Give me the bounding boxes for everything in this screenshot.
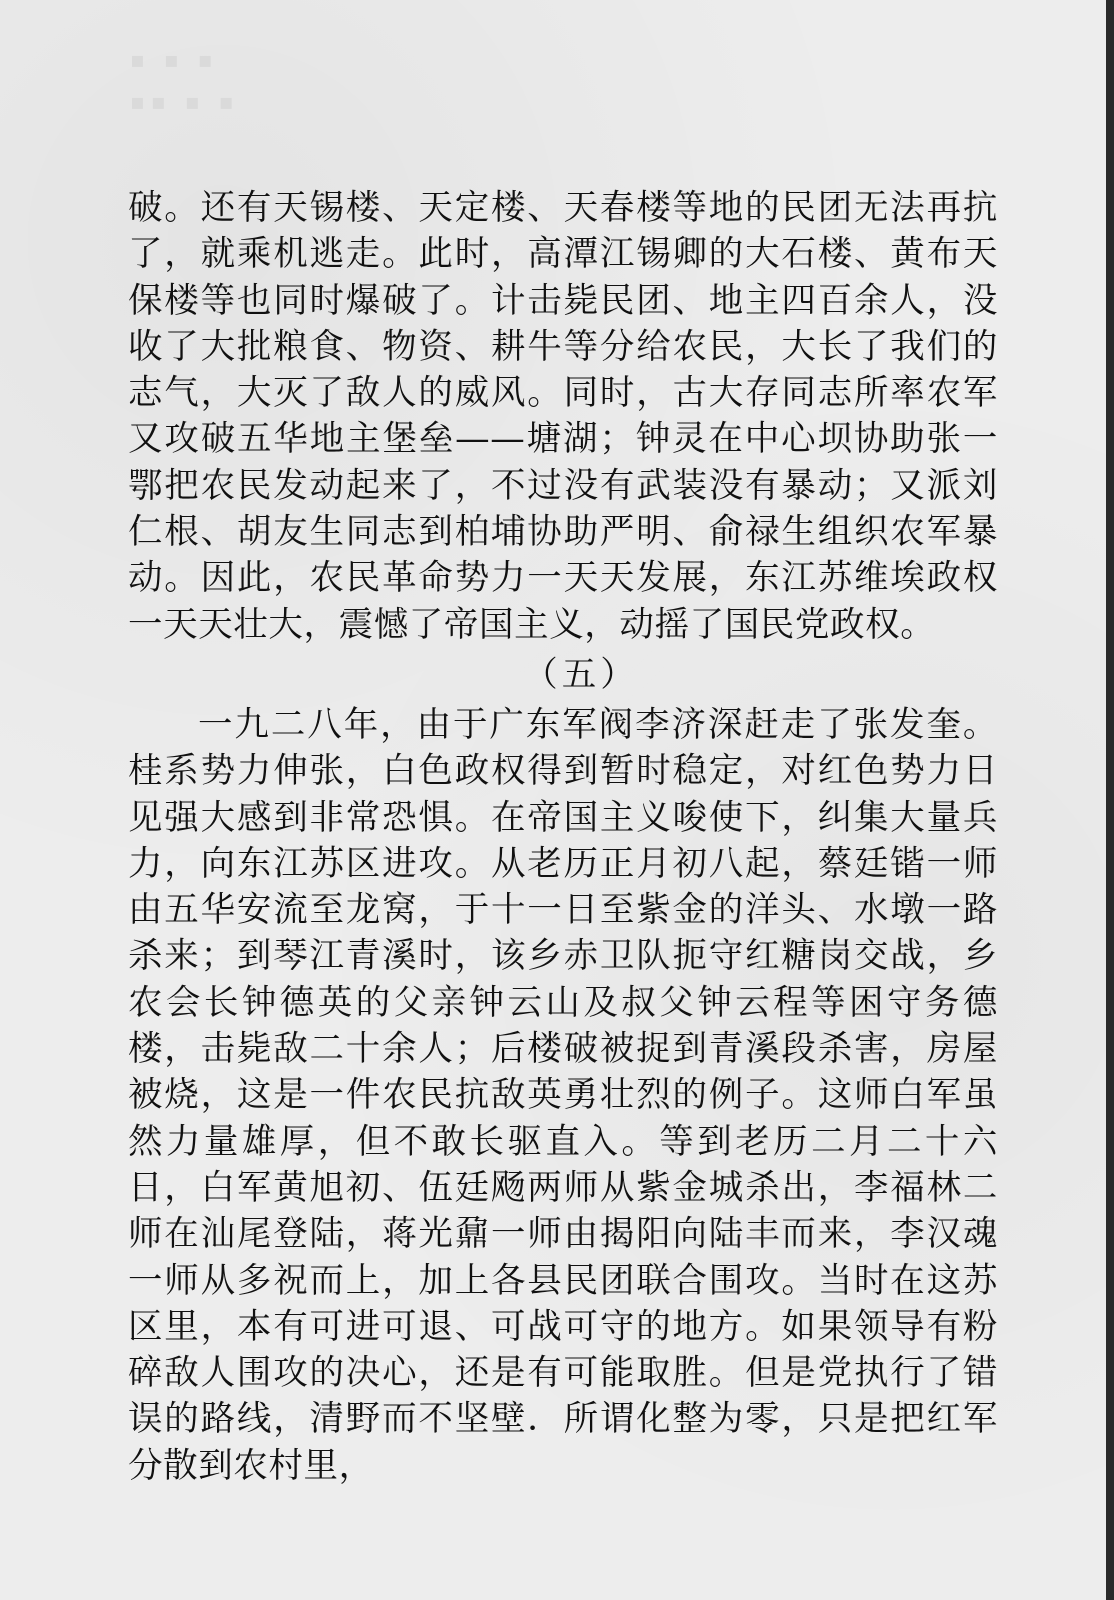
section-heading: （五） — [523, 654, 639, 695]
body-text — [128, 185, 998, 1489]
bleed-through-mark: ▪ ▪ ▪ — [130, 48, 219, 73]
paragraph-continued: 破。还有天锡楼、天定楼、天春楼等地的民团无法再抗了，就乘机逃走。此时，高潭江锡卿的大石楼、黄布天保楼等也同时爆破了。计击毙民团、地主四百余人，没收了大批粮食、物资、耕牛等分给农民，大长了我们的志气，大灭了敌人的威风。同时，古大存同志所率农军又攻破五华地主堡垒——塘湖；钟灵在中心坝协助张一鄂把农民发动起来了，不过没有武装没有暴动；又派刘仁根、胡友生同志到柏埔协助严明、俞禄生组织农军暴动。因此，农民革命势力一天天发展，东江苏维埃政权一天天壮大，震憾了帝国主义，动摇了国民党政权。 — [128, 188, 998, 645]
scan-edge — [1106, 0, 1114, 1600]
paragraph: 一九二八年，由于广东军阀李济深赶走了张发奎。桂系势力伸张，白色政权得到暂时稳定，对红色势力日见强大感到非常恐惧。在帝国主义唆使下，纠集大量兵力，向东江苏区进攻。从老历正月初八起，蔡廷锴一师由五华安流至龙窝，于十一日至紫金的洋头、水墩一路杀来；到琴江青溪时，该乡赤卫队扼守红糖岗交战，乡农会长钟德英的父亲钟云山及叔父钟云程等困守务德楼，击毙敌二十余人；后楼破被捉到青溪段杀害，房屋被烧，这是一件农民抗敌英勇壮烈的例子。这师白军虽然力量雄厚，但不敢长驱直入。等到老历二月二十六日，白军黄旭初、伍廷飏两师从紫金城杀出，李福林二师在汕尾登陆，蒋光鼐一师由揭阳向陆丰而来，李汉魂一师从多祝而上，加上各县民团联合围攻。当时在这苏区里，本有可进可退、可战可守的地方。如果领导有粉碎敌人围攻的决心，还是有可能取胜。但是党执行了错误的路线，清野而不坚壁．所谓化整为零，只是把红军分散到农村里， — [128, 704, 998, 1486]
bleed-through-mark: ▪▪ ▪ ▪ — [130, 90, 240, 115]
